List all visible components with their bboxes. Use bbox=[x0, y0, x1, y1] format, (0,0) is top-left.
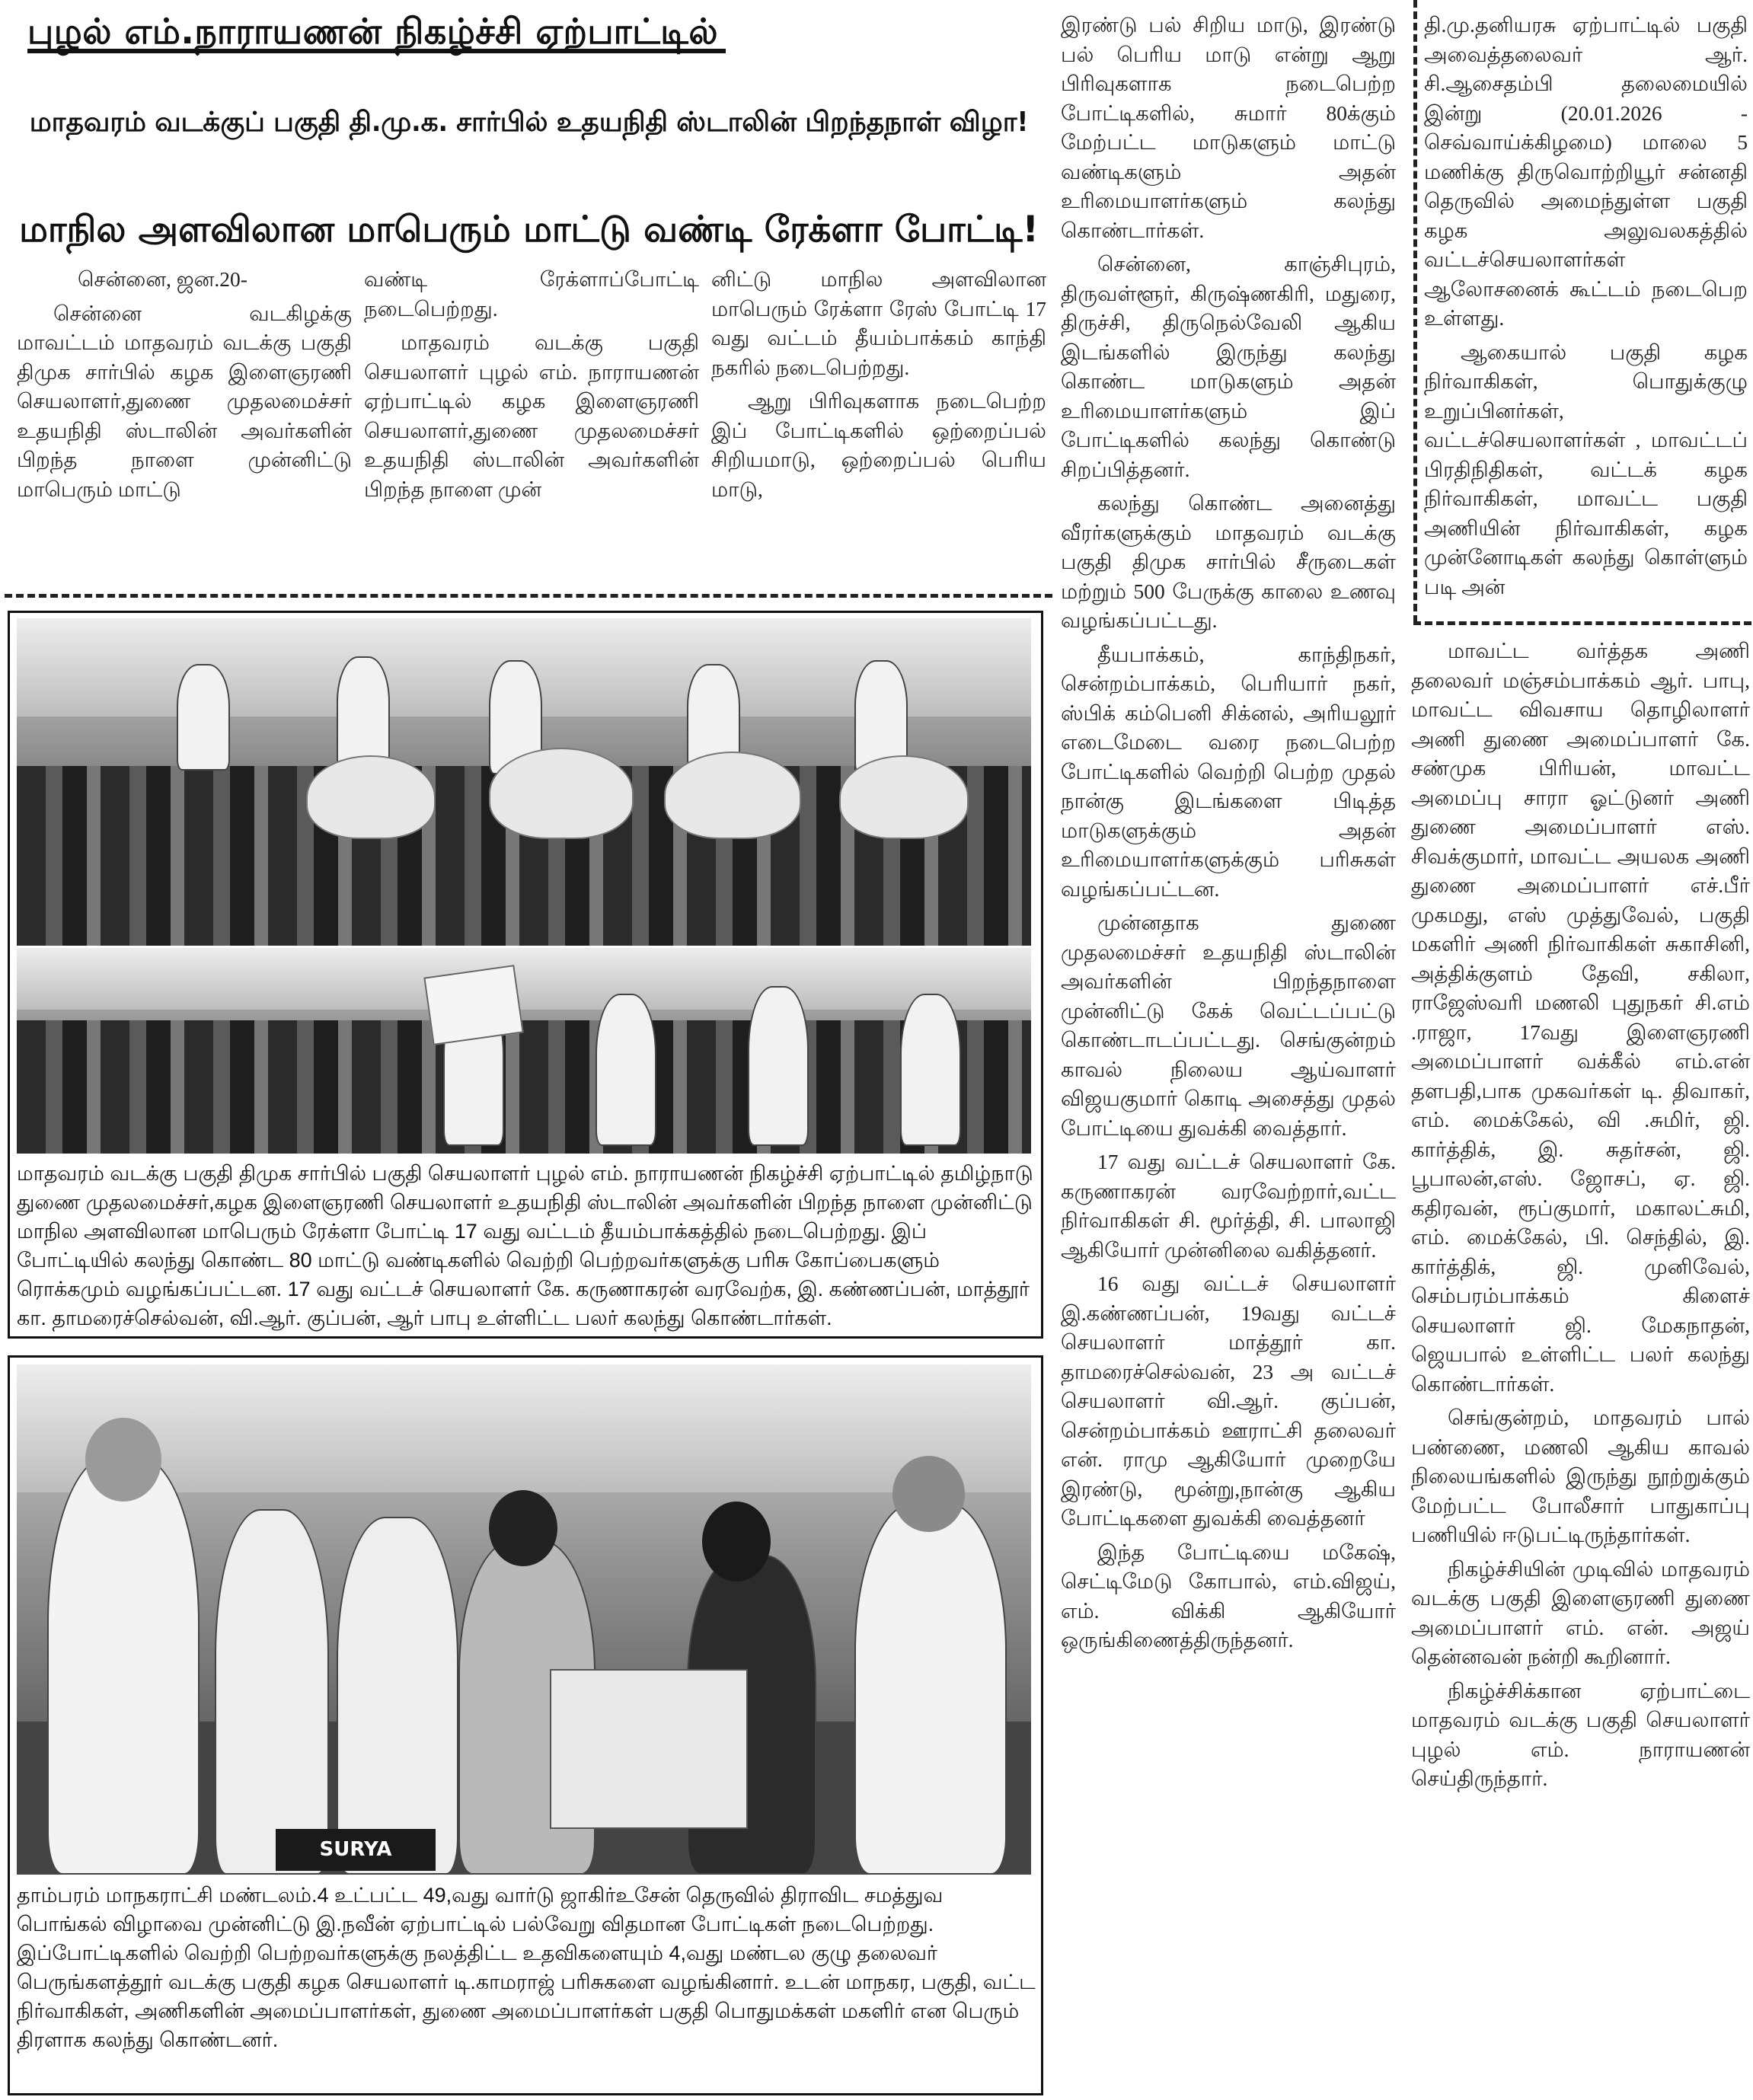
main-headline: மாதவரம் வடக்குப் பகுதி தி.மு.க. சார்பில் உதயநிதி ஸ்டாலின் பிறந்தநாள் விழா! bbox=[29, 107, 1029, 138]
photo-prize-handover bbox=[17, 1364, 1031, 1875]
box-border-bottom bbox=[1413, 621, 1751, 625]
paragraph: நிகழ்ச்சிக்கான ஏற்பாட்டை மாதவரம் வடக்கு பகுதி செயலாளர் புழல் எம். நாராயணன் செய்திருந்தார். bbox=[1411, 1678, 1750, 1790]
surya-label: SURYA bbox=[276, 1829, 436, 1871]
kicker-headline: புழல் எம்.நாராயணன் நிகழ்ச்சி ஏற்பாட்டில் bbox=[27, 9, 726, 53]
paragraph: தி.மு.தனியரசு ஏற்பாட்டில் பகுதி அவைத்தலைவர் ஆர். சி.ஆசைதம்பி தலைமையில் இன்று (20.01.2026 - செவ்வாய்க்கிழமை) மாலை 5 மணிக்கு திருவொற்றியூர் சன்னதி தெருவில் அமைந்துள்ள பகுதி கழக அலுவலகத்தில் வட்டச்செயலாளர்கள் ஆலோசனைக் கூட்டம் நடைபெற உள்ளது. bbox=[1424, 13, 1748, 330]
paragraph: செங்குன்றம், மாதவரம் பால் பண்ணை, மணலி ஆகிய காவல் நிலையங்களில் இருந்து நூற்றுக்கும் மேற்பட்ட போலீசார் பாதுகாப்பு பணியில் ஈடுபட்டிருந்தார்கள். bbox=[1411, 1406, 1750, 1546]
gift-box bbox=[550, 1669, 748, 1829]
paragraph: முன்னதாக துணை முதலமைச்சர் உதயநிதி ஸ்டாலின் அவர்களின் பிறந்தநாளை முன்னிட்டு கேக் வெட்டப்பட்டு கொண்டாடப்பட்டது. செங்குன்றம் காவல் நிலைய ஆய்வாளர் விஜயகுமார் கொடி அசைத்து முதல் போட்டியை துவக்கி வைத்தார். bbox=[1061, 911, 1396, 1140]
paragraph: மாவட்ட வர்த்தக அணி தலைவர் மஞ்சம்பாக்கம் ஆர். பாபு, மாவட்ட விவசாய தொழிலாளர் அணி துணை அமைப்பாளர் கே. சண்முக பிரியன், மாவட்ட அமைப்பு சாரா ஓட்டுனர் அணி துணை அமைப்பாளர் எஸ். சிவக்குமார், மாவட்ட அயலக அணி துணை அமைப்பாளர் எச்.பீர் முகமது, எஸ் முத்துவேல், பகுதி மகளிர் அணி நிர்வாகிகள் சுகாசினி, அத்திக்குளம் தேவி, சகிலா, ராஜேஸ்வரி மணலி புதுநகர் சி.எம் .ராஜா, 17வது இளைஞரணி அமைப்பாளர் வக்கீல் எம்.என் தளபதி,பாக முகவர்கள் டி. திவாகர், எம். மைக்கேல், வி .சுமிர், ஜி. கார்த்திக், இ. சுதர்சன், ஜி. பூபாலன்,எஸ். ஜோசப், ஏ. ஜி. கதிரவன், ரூப்குமார், மகாலட்சுமி, எம். மைக்கேல், பி. செந்தில், இ. கார்த்திக், ஜி. முனிவேல், செம்பரம்பாக்கம் கிளைச் செயலாளர் ஜி. மேகநாதன், ஜெயபால் உள்ளிட்ட பலர் கலந்து கொண்டார்கள். bbox=[1411, 639, 1750, 1396]
paragraph: தீயபாக்கம், காந்திநகர், சென்றம்பாக்கம், பெரியார் நகர், ஸ்பிக் கம்பெனி சிக்னல், அரியலூர் எடைமேடை வரை நடைபெற்ற போட்டிகளில் வெற்றி பெற்ற முதல் நான்கு இடங்களை பிடித்த மாடுகளுக்கும் அதன் உரிமையாளர்களுக்கும் பரிசுகள் வழங்கப்பட்டன. bbox=[1061, 642, 1396, 901]
paragraph: ஆறு பிரிவுகளாக நடைபெற்ற இப் போட்டிகளில் ஒற்றைப்பல் சிறியமாடு, ஒற்றைப்பல் பெரிய மாடு, bbox=[711, 389, 1046, 501]
photo-prize-distribution bbox=[17, 618, 1031, 946]
sub-headline: மாநில அளவிலான மாபெரும் மாட்டு வண்டி ரேக்ளா போட்டி! bbox=[19, 209, 1039, 251]
photo-2-caption: தாம்பரம் மாநகராட்சி மண்டலம்.4 உட்பட்ட 49,வது வார்டு ஜாகிர்உசேன் தெருவில் திராவிட சமத்துவ பொங்கல் விழாவை முன்னிட்டு இ.நவீன் ஏற்பாட்டில் பல்வேறு விதமான போட்டிகள் நடைபெற்றது. இப்போட்டிகளில் வெற்றி பெற்றவர்களுக்கு நலத்திட்ட உதவிகளையும் 4,வது மண்டல குழு தலைவர் பெருங்களத்தூர் வடக்கு பகுதி கழக செயலாளர் டி.காமராஜ் பரிசுகளை வழங்கினார். உடன் மாநகர, பகுதி, வட்ட நிர்வாகிகள், அணிகளின் அமைப்பாளர்கள், துணை அமைப்பாளர்கள் பகுதி பொதுமக்கள் மகளிர் என பெரும் திரளாக கலந்து கொண்டனர். bbox=[17, 1884, 1036, 2051]
article-column-3 bbox=[711, 265, 1046, 592]
paragraph: 16 வது வட்டச் செயலாளர் இ.கண்ணப்பன், 19வது வட்டச் செயலாளர் மாத்தூர் கா. தாமரைச்செல்வன், 23 அ வட்டச் செயலாளர் வி.ஆர். குப்பன், சென்றம்பாக்கம் ஊராட்சி தலைவர் என். ராமு ஆகியோர் முறையே இரண்டு, மூன்று,நான்கு ஆகிய போட்டிகளை துவக்கி வைத்தனர் bbox=[1061, 1272, 1396, 1530]
paragraph: கலந்து கொண்ட அனைத்து வீரர்களுக்கும் மாதவரம் வடக்கு பகுதி திமுக சார்பில் சீருடைகள் மற்றும் 500 பேருக்கு காலை உணவு வழங்கப்பட்டது. bbox=[1061, 491, 1396, 632]
section-divider bbox=[5, 594, 1052, 598]
paragraph: சென்னை, காஞ்சிபுரம், திருவள்ளூர், கிருஷ்ணகிரி, மதுரை, திருச்சி, திருநெல்வேலி ஆகிய இடங்களில் இருந்து கலந்து கொண்ட மாடுகளும் அதன் உரிமையாளர்களும் இப் போட்டிகளில் கலந்து கொண்டு சிறப்பித்தனர். bbox=[1061, 252, 1396, 481]
dateline: சென்னை, ஜன.20- bbox=[78, 267, 247, 291]
paragraph: ஆகையால் பகுதி கழக நிர்வாகிகள், பொதுக்குழு உறுப்பினர்கள், வட்டச்செயலாளர்கள் , மாவட்டப் பிரதிநிதிகள், வட்டக் கழக நிர்வாகிகள், மாவட்ட பகுதி அணியின் நிர்வாகிகள், கழக முன்னோடிகள் கலந்து கொள்ளும் படி அன் bbox=[1424, 340, 1748, 598]
photo-flag-off bbox=[17, 948, 1031, 1154]
article-column-5-bottom bbox=[1411, 637, 1750, 2097]
article-column-2 bbox=[364, 265, 699, 592]
article-column-4 bbox=[1061, 11, 1396, 2097]
photo-1-caption: மாதவரம் வடக்கு பகுதி திமுக சார்பில் பகுதி செயலாளர் புழல் எம். நாராயணன் நிகழ்ச்சி ஏற்பாட்டில் தமிழ்நாடு துணை முதலமைச்சர்,கழக இளைஞரணி செயலாளர் உதயநிதி ஸ்டாலின் அவர்களின் பிறந்த நாளை முன்னிட்டு மாநில அளவிலான மாபெரும் ரேக்ளா போட்டி 17 வது வட்டம் தீயம்பாக்கத்தில் நடைபெற்றது. இப் போட்டியில் கலந்து கொண்ட 80 மாட்டு வண்டிகளில் வெற்றி பெற்றவர்களுக்கு பரிசு கோப்பைகளும் ரொக்கமும் வழங்கப்பட்டன. 17 வது வட்டச் செயலாளர் கே. கருணாகரன் வரவேற்க, இ. கண்ணப்பன், மாத்தூர் கா. தாமரைச்செல்வன், வி.ஆர். குப்பன், ஆர் பாபு உள்ளிட்ட பலர் கலந்து கொண்டார்கள். bbox=[17, 1162, 1033, 1329]
paragraph: சென்னை வடகிழக்கு மாவட்டம் மாதவரம் வடக்கு பகுதி திமுக சார்பில் கழக இளைஞரணி செயலாளர்,துணை முதலமைச்சர் உதயநிதி ஸ்டாலின் அவர்களின் பிறந்த நாளை முன்னிட்டு மாபெரும் மாட்டு bbox=[17, 301, 352, 501]
white-flag bbox=[423, 965, 523, 1045]
box-border-left bbox=[1413, 0, 1417, 623]
paragraph: வண்டி ரேக்ளாப்போட்டி நடைபெற்றது. bbox=[364, 267, 699, 321]
article-column-1 bbox=[17, 265, 352, 592]
paragraph: னிட்டு மாநில அளவிலான மாபெரும் ரேக்ளா ரேஸ் போட்டி 17 வது வட்டம் தீயம்பாக்கம் காந்தி நகரில் நடைபெற்றது. bbox=[711, 267, 1046, 379]
paragraph: 17 வது வட்டச் செயலாளர் கே. கருணாகரன் வரவேற்றார்,வட்ட நிர்வாகிகள் சி. மூர்த்தி, சி. பாலாஜி ஆகியோர் முன்னிலை வகித்தனர். bbox=[1061, 1150, 1396, 1262]
article-column-5-top bbox=[1424, 11, 1748, 616]
paragraph: இரண்டு பல் சிறிய மாடு, இரண்டு பல் பெரிய மாடு என்று ஆறு பிரிவுகளாக நடைபெற்ற போட்டிகளில், சுமார் 80க்கும் மேற்பட்ட மாடுகளும் மாட்டு வண்டிகளும் அதன் உரிமையாளர்களும் கலந்து கொண்டார்கள். bbox=[1061, 13, 1396, 242]
paragraph: மாதவரம் வடக்கு பகுதி செயலாளர் புழல் எம். நாராயணன் ஏற்பாட்டில் கழக இளைஞரணி செயலாளர்,துணை முதலமைச்சர் உதயநிதி ஸ்டாலின் அவர்களின் பிறந்த நாளை முன் bbox=[364, 330, 699, 501]
paragraph: இந்த போட்டியை மகேஷ், செட்டிமேடு கோபால், எம்.விஜய், எம். விக்கி ஆகியோர் ஒருங்கிணைத்திருந்தனர். bbox=[1061, 1540, 1396, 1652]
paragraph: நிகழ்ச்சியின் முடிவில் மாதவரம் வடக்கு பகுதி இளைஞரணி துணை அமைப்பாளர் எம். என். அஜய் தென்னவன் நன்றி கூறினார். bbox=[1411, 1556, 1750, 1668]
